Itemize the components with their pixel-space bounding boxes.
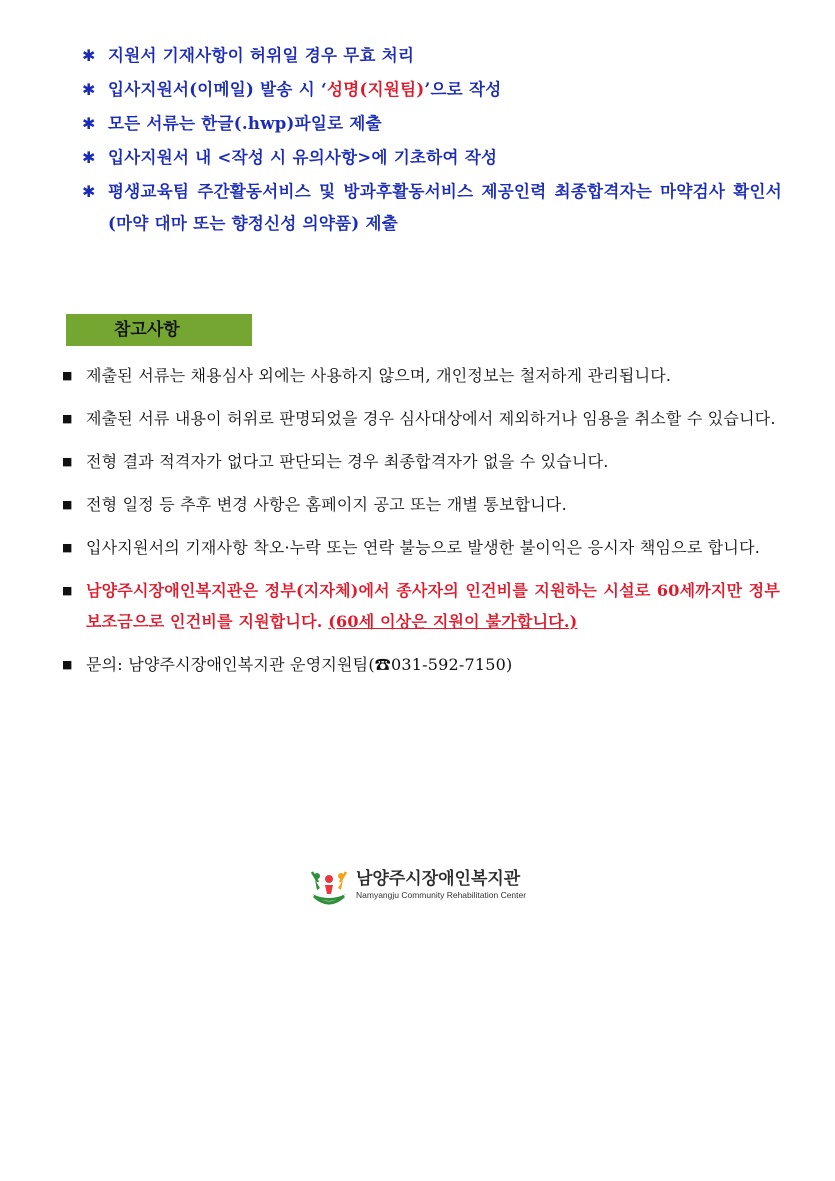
note-text: 입사지원서(이메일) 발송 시 ‘성명(지원팀)’으로 작성 (108, 80, 502, 99)
reference-item (62, 446, 780, 477)
notes-list (82, 40, 782, 242)
note-text: 모든 서류는 한글(.hwp)파일로 제출 (108, 114, 382, 133)
reference-text: 제출된 서류는 채용심사 외에는 사용하지 않으며, 개인정보는 철저하게 관리됩니다. (86, 366, 672, 385)
square-bullet-icon: ■ (62, 541, 73, 554)
reference-item (62, 360, 780, 391)
people-arch-logo-icon (308, 864, 350, 906)
logo-text (356, 869, 526, 901)
asterisk-icon: ✱ (82, 148, 96, 167)
square-bullet-icon: ■ (62, 658, 73, 671)
note-item (82, 40, 782, 72)
reference-item (62, 489, 780, 520)
note-item (82, 108, 782, 140)
asterisk-icon: ✱ (82, 46, 96, 65)
logo-name-english: Namyangju Community Rehabilitation Center (356, 890, 527, 900)
section-title: 참고사항 (66, 314, 252, 346)
reference-item-contact (62, 649, 780, 680)
reference-text: 입사지원서의 기재사항 착오·누락 또는 연락 불능으로 발생한 불이익은 응시자 책임으로 합니다. (86, 538, 761, 557)
underlined-notice: (60세 이상은 지원이 불가합니다.) (328, 612, 578, 631)
square-bullet-icon: ■ (62, 369, 73, 382)
reference-item (62, 532, 780, 563)
asterisk-icon: ✱ (82, 182, 96, 201)
organization-logo (308, 860, 538, 910)
logo-name-korean: 남양주시장애인복지관 (356, 869, 521, 889)
note-text: 지원서 기재사항이 허위일 경우 무효 처리 (108, 46, 415, 65)
square-bullet-icon: ■ (62, 498, 73, 511)
reference-text: 남양주시장애인복지관은 정부(지자체)에서 종사자의 인건비를 지원하는 시설로 60세까지만 정부 보조금으로 인건비를 지원합니다. (60세 이상은 지원이 불가합니다.) (86, 581, 780, 631)
contact-text: 문의: 남양주시장애인복지관 운영지원팀(☎031-592-7150) (86, 655, 513, 674)
note-text: 평생교육팀 주간활동서비스 및 방과후활동서비스 제공인력 최종합격자는 마약검사 확인서(마약 대마 또는 향정신성 의약품) 제출 (108, 182, 782, 233)
reference-text: 제출된 서류 내용이 허위로 판명되었을 경우 심사대상에서 제외하거나 임용을 취소할 수 있습니다. (86, 409, 776, 428)
note-highlight: 성명(지원팀) (327, 80, 425, 99)
square-bullet-icon: ■ (62, 412, 73, 425)
note-text: 입사지원서 내 <작성 시 유의사항>에 기초하여 작성 (108, 148, 498, 167)
note-item (82, 74, 782, 106)
square-bullet-icon: ■ (62, 584, 73, 597)
asterisk-icon: ✱ (82, 114, 96, 133)
reference-item (62, 403, 780, 434)
note-item (82, 176, 782, 240)
square-bullet-icon: ■ (62, 455, 73, 468)
asterisk-icon: ✱ (82, 80, 96, 99)
reference-text: 전형 결과 적격자가 없다고 판단되는 경우 최종합격자가 없을 수 있습니다. (86, 452, 609, 471)
note-item (82, 142, 782, 174)
references-list (62, 360, 780, 692)
reference-text: 전형 일정 등 추후 변경 사항은 홈페이지 공고 또는 개별 통보합니다. (86, 495, 567, 514)
reference-item-highlighted (62, 575, 780, 637)
